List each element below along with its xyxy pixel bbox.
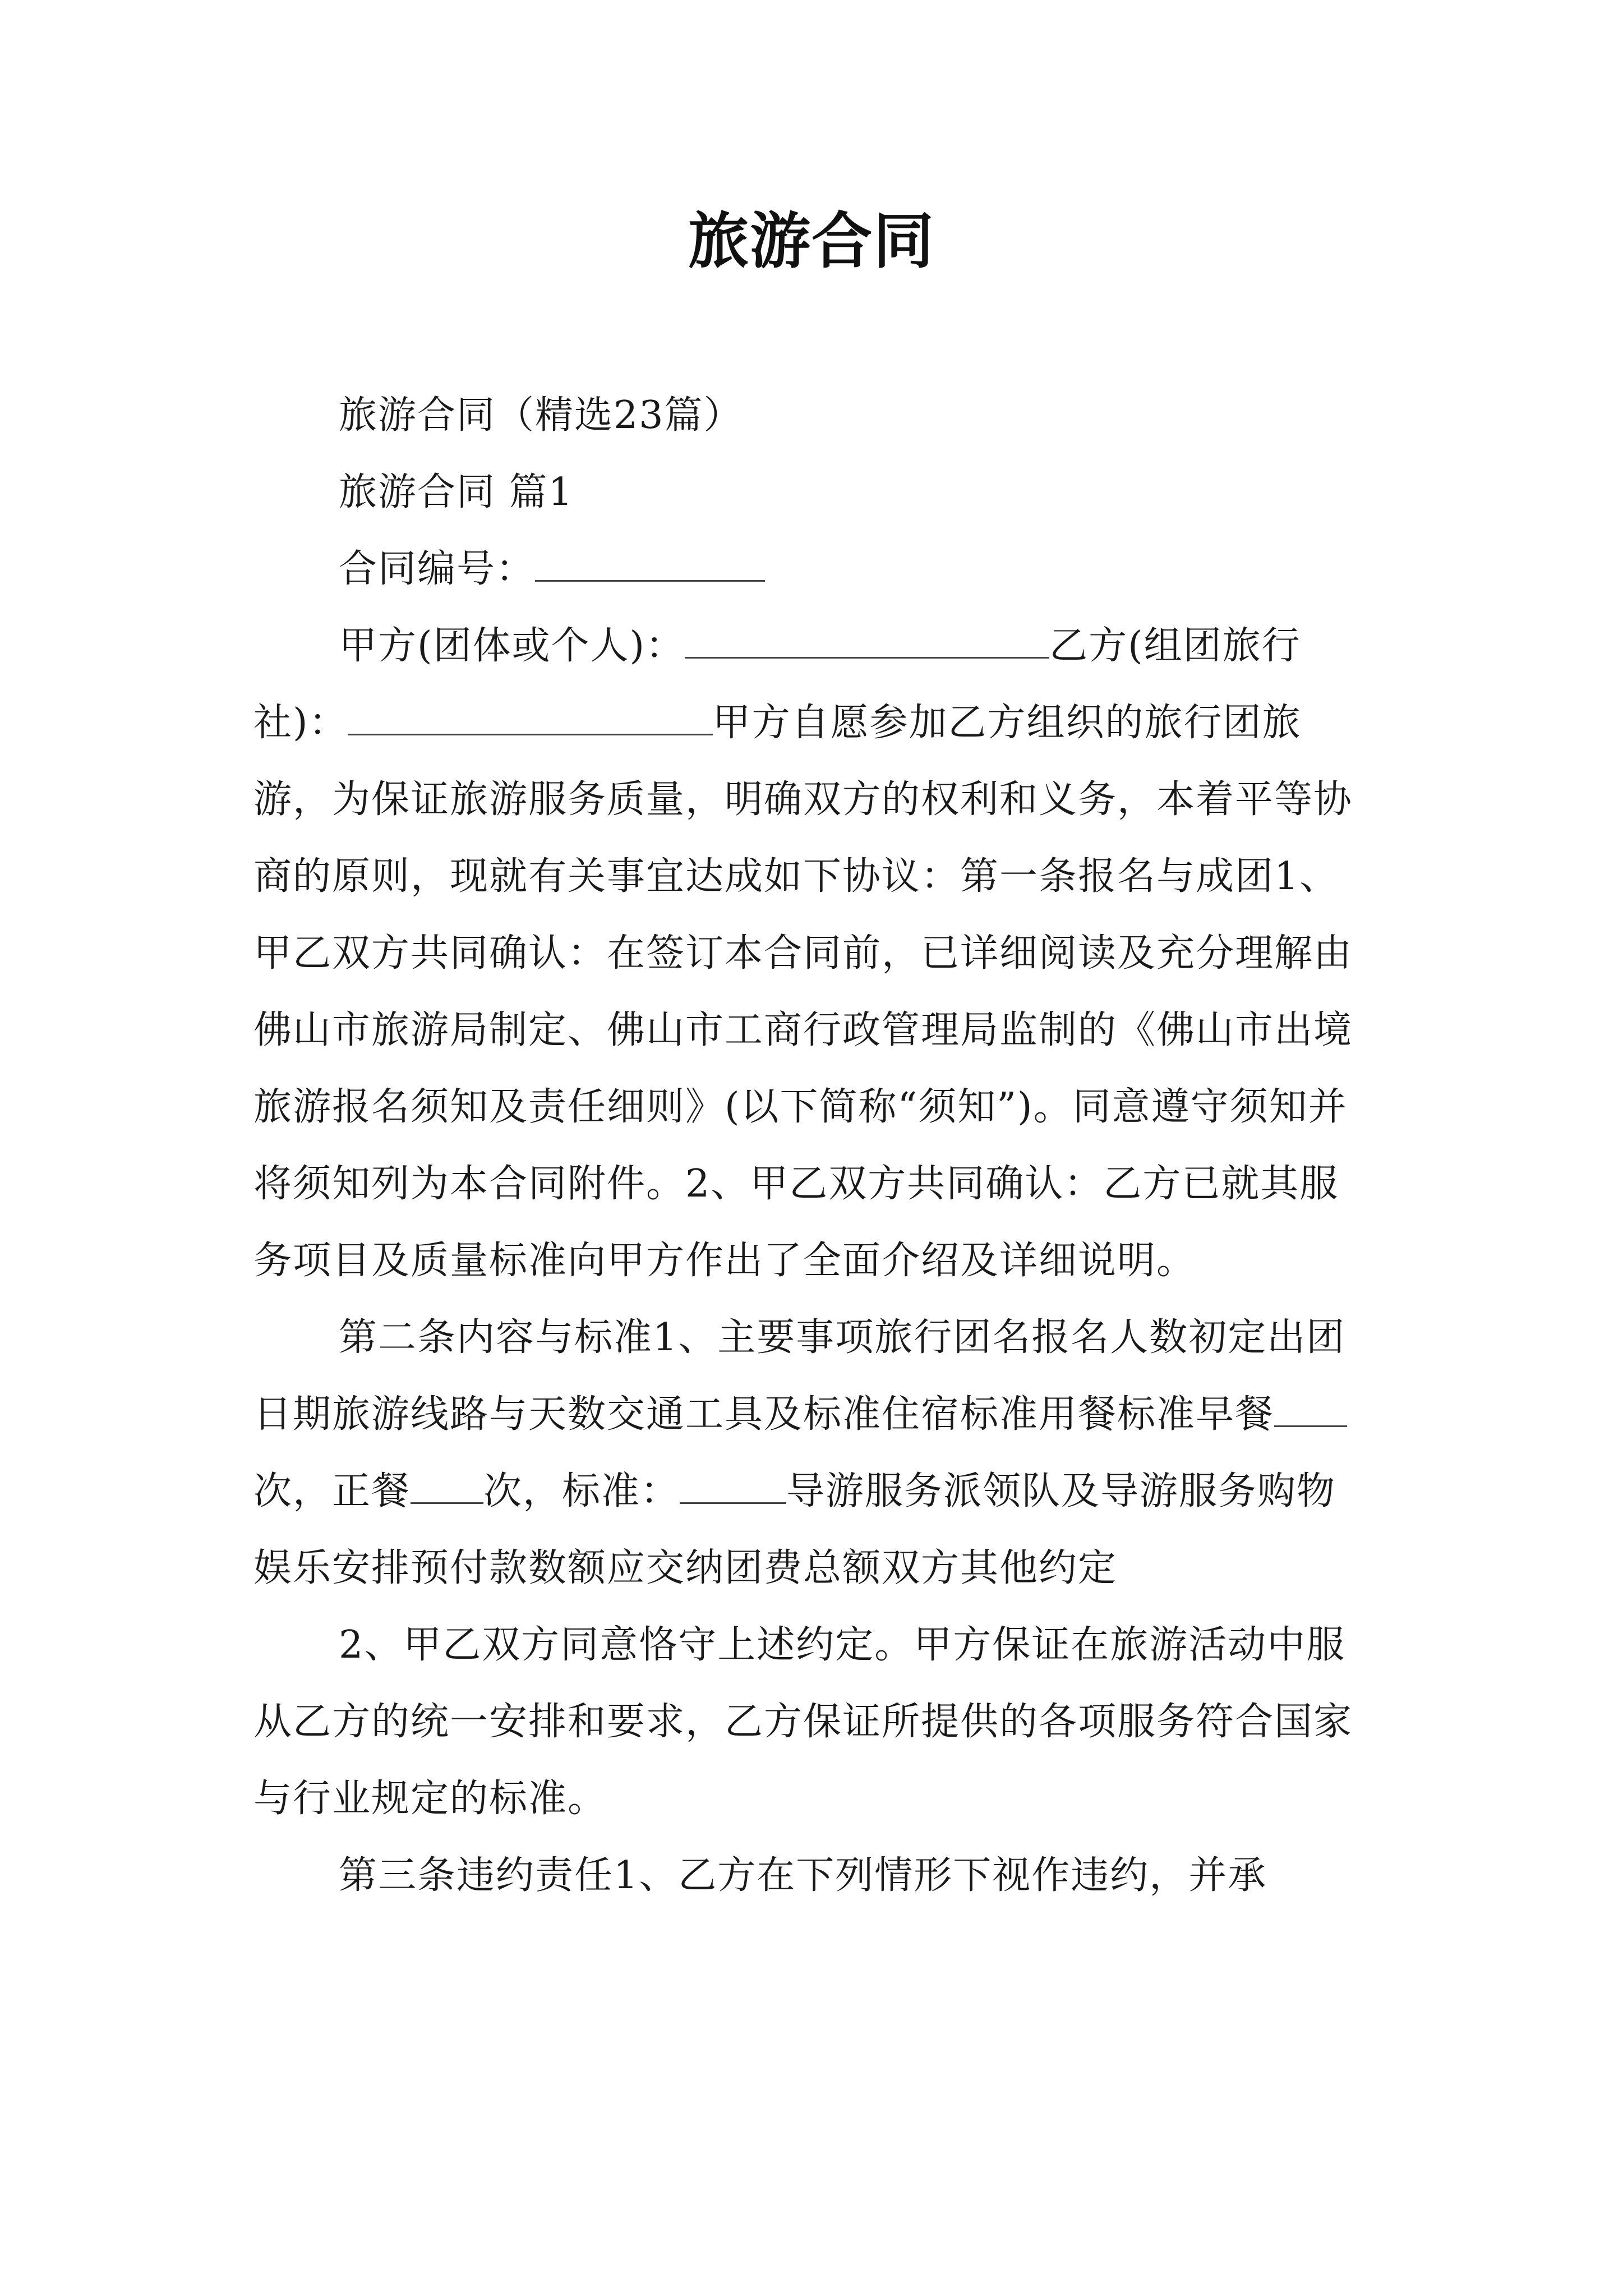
subtitle-line: 旅游合同（精选23篇） xyxy=(339,393,743,438)
document-body xyxy=(253,377,1370,1914)
paragraph-2-part-1: 第二条内容与标准1、主要事项旅行团名报名人数初定出团日期旅游线路与天数交通工具及标准住宿标准用餐标准早餐 xyxy=(253,1315,1346,1437)
paragraph-2-part-2: 次，正餐 xyxy=(253,1469,411,1513)
meal-count-blank xyxy=(411,1470,483,1504)
paragraph-3: 2、甲乙双方同意恪守上述约定。甲方保证在旅游活动中服从乙方的统一安排和要求，乙方保证所提供的各项服务符合国家与行业规定的标准。 xyxy=(253,1623,1353,1821)
paragraph-1-text: 甲方自愿参加乙方组织的旅行团旅游，为保证旅游服务质量，明确双方的权利和义务，本着平等协商的原则，现就有关事宜达成如下协议：第一条报名与成团1、甲乙双方共同确认：在签订本合同前，已详细阅读及充分理解由佛山市旅游局制定、佛山市工商行政管理局监制的《佛山市出境旅游报名须知及责任细则》(以下简称“须知”)。同意遵守须知并将须知列为本合同附件。2、甲乙双方共同确认：乙方已就其服务项目及质量标准向甲方作出了全面介绍及详细说明。 xyxy=(253,701,1353,1283)
paragraph-parties xyxy=(253,608,1370,1299)
contract-number-label: 合同编号： xyxy=(339,547,536,591)
breakfast-count-blank xyxy=(1274,1393,1347,1427)
meal-standard-blank xyxy=(680,1470,786,1504)
paragraph-2-part-3: 次，标准： xyxy=(483,1469,680,1513)
contract-number-blank xyxy=(535,547,765,582)
party-a-label: 甲方(团体或个人)： xyxy=(339,624,685,668)
section-heading: 旅游合同 篇1 xyxy=(339,470,574,514)
paragraph-2-part-4: 导游服务派领队及导游服务购物娱乐安排预付款数额应交纳团费总额双方其他约定 xyxy=(253,1469,1336,1590)
paragraph-4: 第三条违约责任1、乙方在下列情形下视作违约，并承 xyxy=(339,1853,1267,1898)
party-b-blank xyxy=(348,701,713,735)
party-a-blank xyxy=(685,624,1049,659)
party-b-label: 乙方(组团旅行社)： xyxy=(253,624,1301,745)
contract-number-line xyxy=(253,531,1370,608)
document-title: 旅游合同 xyxy=(688,206,935,277)
paragraph-2 xyxy=(253,1299,1370,1607)
